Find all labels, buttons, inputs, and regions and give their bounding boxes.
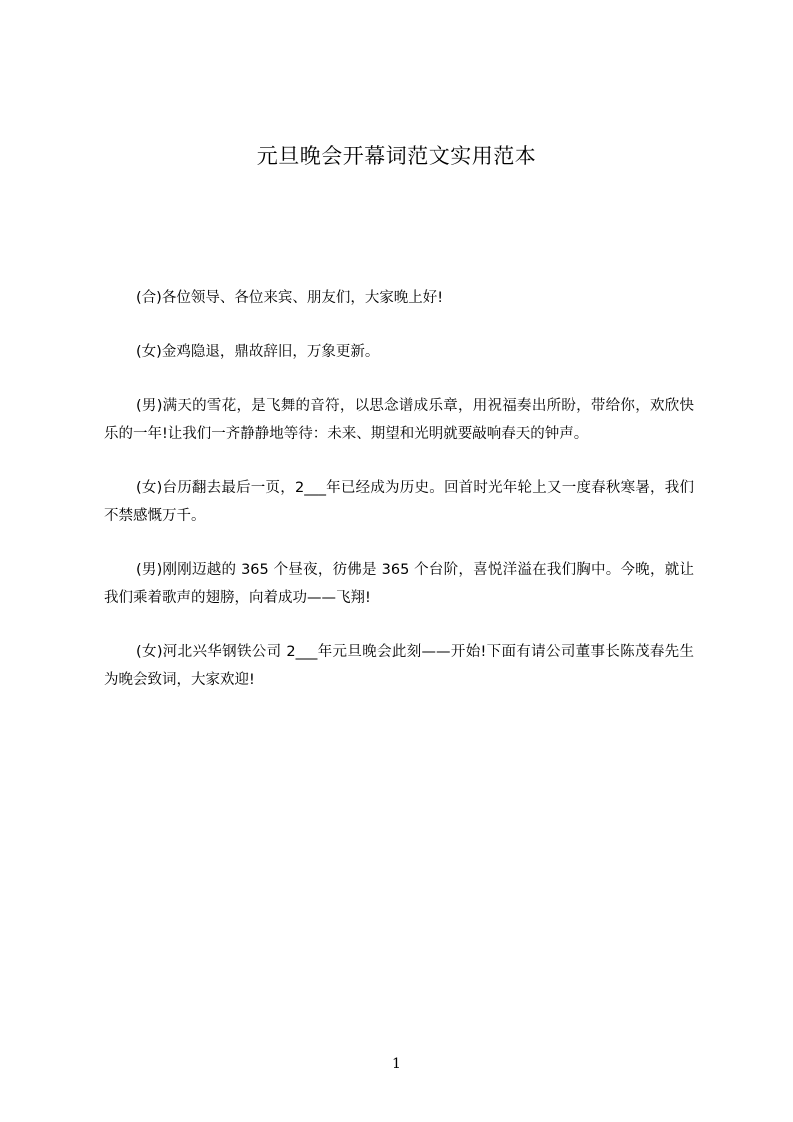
paragraph-male-1: (男)满天的雪花，是飞舞的音符，以思念谱成乐章，用祝福奏出所盼，带给你，欢欣快乐的一年!让我们一齐静静地等待：未来、期望和光明就要敲响春天的钟声。 bbox=[104, 398, 694, 442]
document-title: 元旦晚会开幕词范文实用范本 bbox=[256, 144, 537, 168]
paragraph-male-2: (男)刚刚迈越的 365 个昼夜，彷佛是 365 个台阶，喜悦洋溢在我们胸中。今晚，就让我们乘着歌声的翅膀，向着成功——飞翔! bbox=[104, 562, 694, 606]
paragraph-female-2: (女)台历翻去最后一页，2___年已经成为历史。回首时光年轮上又一度春秋寒暑，我们不禁感慨万千。 bbox=[104, 480, 694, 524]
paragraph-female-1: (女)金鸡隐退，鼎故辞旧，万象更新。 bbox=[136, 344, 380, 360]
paragraph-female-3: (女)河北兴华钢铁公司 2___年元旦晚会此刻——开始!下面有请公司董事长陈茂春先生为晚会致词，大家欢迎! bbox=[104, 644, 694, 688]
document-body bbox=[104, 284, 694, 720]
paragraph-opening-greeting: (合)各位领导、各位来宾、朋友们，大家晚上好! bbox=[136, 290, 444, 306]
page-number: 1 bbox=[392, 1056, 401, 1072]
